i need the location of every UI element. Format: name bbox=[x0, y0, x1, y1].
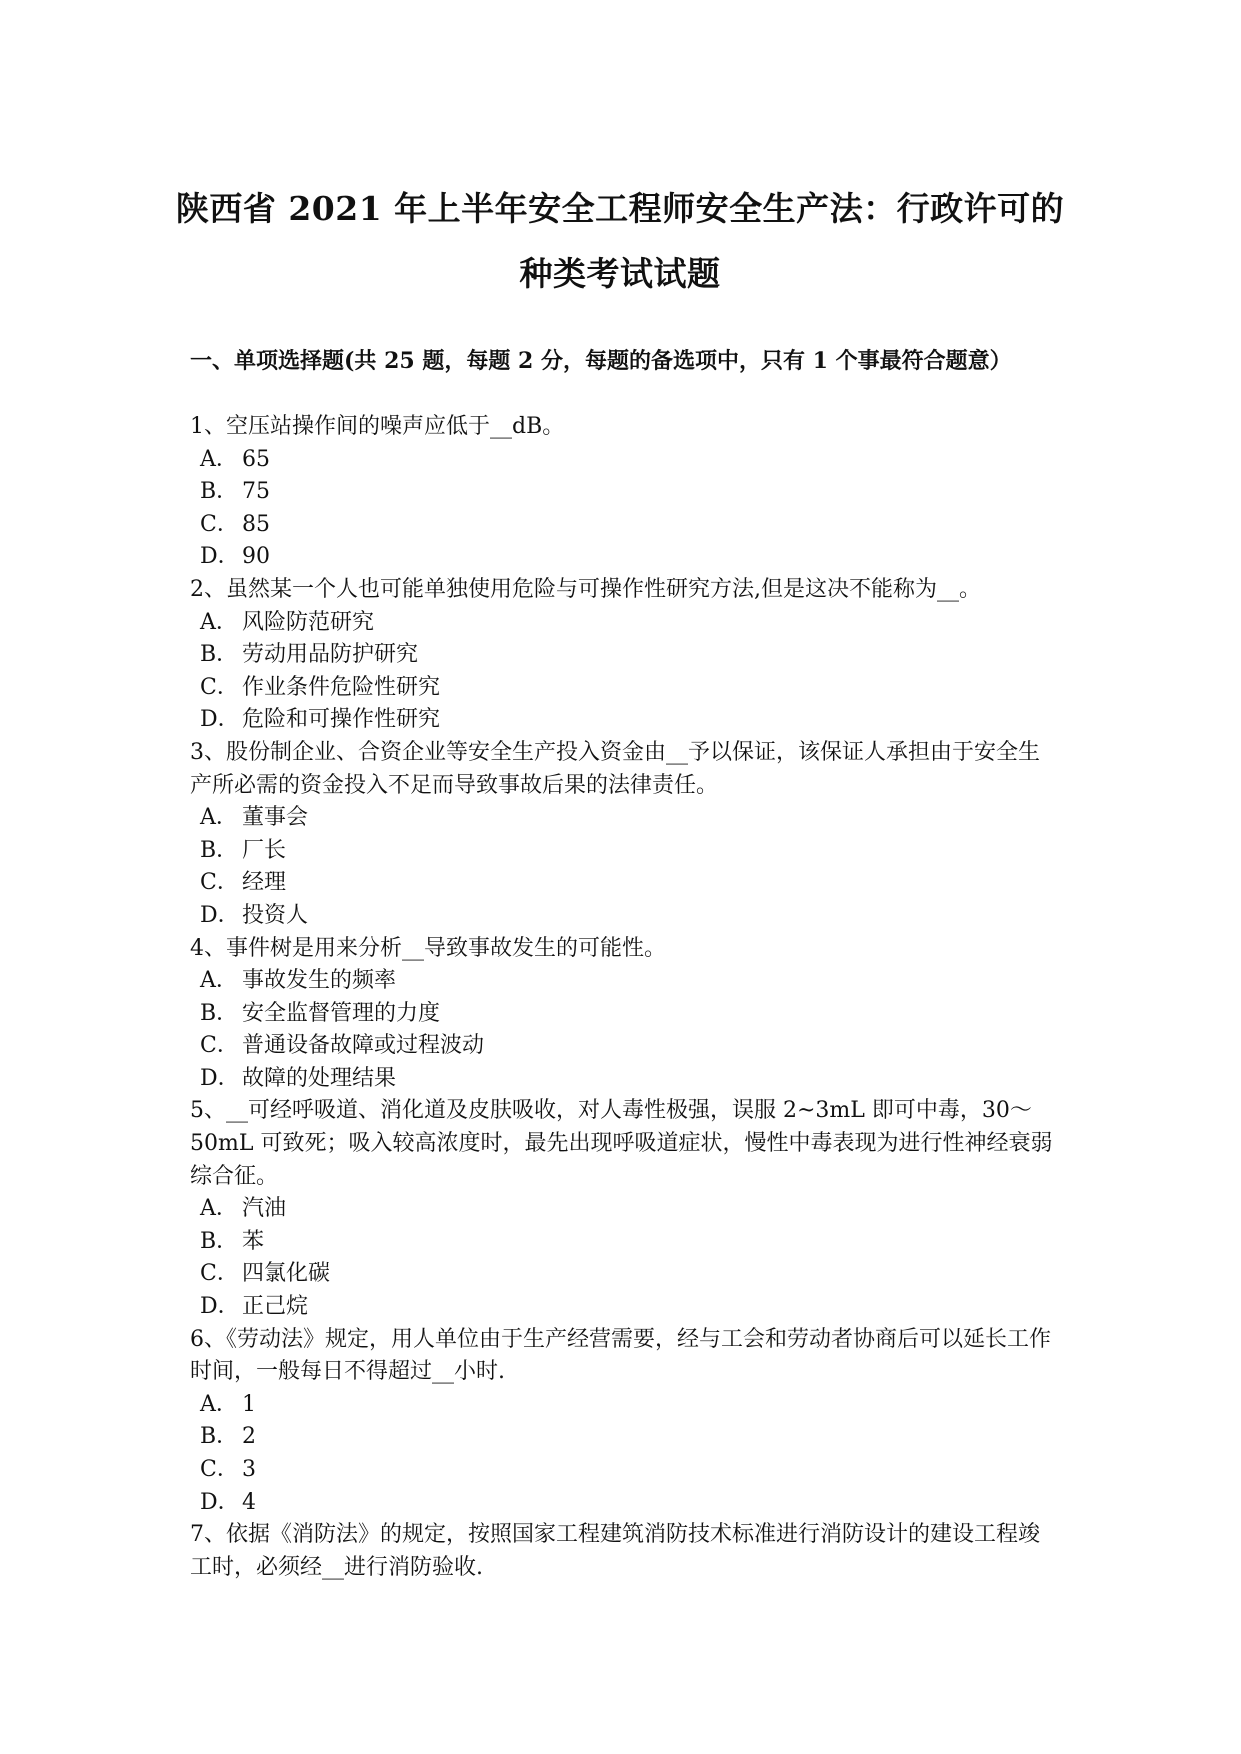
document-title-line-1: 陕西省 2021 年上半年安全工程师安全生产法：行政许可的 bbox=[175, 189, 1065, 228]
option-a bbox=[200, 1193, 1060, 1226]
option-text: 85 bbox=[242, 511, 270, 537]
option-c bbox=[200, 1454, 1060, 1487]
option-text: 安全监督管理的力度 bbox=[242, 1000, 441, 1026]
option-text: 汽油 bbox=[242, 1196, 287, 1222]
option-letter: B． bbox=[200, 642, 239, 668]
option-text: 劳动用品防护研究 bbox=[242, 642, 419, 668]
option-text: 投资人 bbox=[242, 902, 309, 928]
option-text: 经理 bbox=[242, 870, 287, 896]
option-text: 厂长 bbox=[242, 837, 287, 863]
option-letter: C． bbox=[200, 1457, 239, 1482]
option-d bbox=[200, 541, 1060, 574]
option-c bbox=[200, 672, 1060, 705]
document-title-line-2: 种类考试试题 bbox=[519, 254, 721, 293]
option-a bbox=[200, 444, 1060, 477]
question-item bbox=[190, 411, 1060, 574]
option-text: 4 bbox=[242, 1489, 256, 1515]
option-text: 故障的处理结果 bbox=[242, 1065, 397, 1091]
option-letter: C． bbox=[200, 1261, 239, 1287]
option-text: 90 bbox=[242, 544, 270, 570]
question-text: 3、股份制企业、合资企业等安全生产投入资金由__予以保证，该保证人承担由于安全生产所必需的资金投入不足而导致事故后果的法律责任。 bbox=[190, 739, 1040, 798]
option-letter: A． bbox=[200, 968, 238, 994]
option-c bbox=[200, 1030, 1060, 1063]
option-letter: A． bbox=[200, 1391, 238, 1417]
option-letter: B． bbox=[200, 479, 239, 505]
option-d bbox=[200, 704, 1060, 737]
option-letter: C． bbox=[200, 1033, 239, 1059]
option-letter: C． bbox=[200, 870, 239, 896]
question-text: 5、__可经呼吸道、消化道及皮肤吸收，对人毒性极强，误服 2~3mL 即可中毒，30～ 50mL 可致死；吸入较高浓度时，最先出现呼吸道症状，慢性中毒表现为进行性神经衰弱综合征。 bbox=[190, 1098, 1053, 1189]
option-letter: D． bbox=[200, 707, 240, 733]
option-letter: D． bbox=[200, 1294, 240, 1320]
option-a bbox=[200, 802, 1060, 835]
option-letter: D． bbox=[200, 902, 240, 928]
option-letter: C． bbox=[200, 511, 239, 537]
option-c bbox=[200, 509, 1060, 542]
option-letter: D． bbox=[200, 1489, 240, 1515]
option-text: 65 bbox=[242, 446, 270, 472]
question-text: 7、依据《消防法》的规定，按照国家工程建筑消防技术标准进行消防设计的建设工程竣工时，必须经__进行消防验收. bbox=[190, 1522, 1040, 1580]
option-b bbox=[200, 1226, 1060, 1259]
option-text: 3 bbox=[242, 1457, 256, 1482]
option-d bbox=[200, 1291, 1060, 1324]
option-letter: A． bbox=[200, 609, 238, 635]
option-d bbox=[200, 1487, 1060, 1520]
option-text: 2 bbox=[242, 1424, 256, 1450]
option-c bbox=[200, 867, 1060, 900]
option-b bbox=[200, 835, 1060, 868]
question-item bbox=[190, 933, 1060, 1096]
option-text: 董事会 bbox=[242, 805, 309, 831]
option-a bbox=[200, 1389, 1060, 1422]
question-item bbox=[190, 737, 1060, 933]
option-text: 风险防范研究 bbox=[242, 609, 375, 635]
question-text: 2、虽然某一个人也可能单独使用危险与可操作性研究方法,但是这决不能称为__。 bbox=[190, 576, 981, 602]
option-letter: B． bbox=[200, 1228, 239, 1254]
option-d bbox=[200, 900, 1060, 933]
option-c bbox=[200, 1258, 1060, 1291]
option-text: 75 bbox=[242, 479, 270, 505]
option-text: 苯 bbox=[242, 1228, 265, 1254]
option-letter: A． bbox=[200, 446, 238, 472]
option-d bbox=[200, 1063, 1060, 1096]
option-text: 正己烷 bbox=[242, 1294, 309, 1320]
option-letter: B． bbox=[200, 837, 239, 863]
question-item bbox=[190, 1519, 1060, 1584]
option-text: 危险和可操作性研究 bbox=[242, 707, 441, 733]
question-text: 4、事件树是用来分析__导致事故发生的可能性。 bbox=[190, 935, 666, 961]
option-text: 四氯化碳 bbox=[242, 1261, 331, 1287]
question-text: 1、空压站操作间的噪声应低于__dB。 bbox=[190, 414, 565, 439]
question-item bbox=[190, 574, 1060, 737]
question-text: 6、《劳动法》规定，用人单位由于生产经营需要，经与工会和劳动者协商后可以延长工作时间，一般每日不得超过__小时. bbox=[190, 1326, 1052, 1385]
option-b bbox=[200, 639, 1060, 672]
question-list bbox=[190, 411, 1060, 1584]
option-a bbox=[200, 607, 1060, 640]
option-b bbox=[200, 476, 1060, 509]
option-text: 1 bbox=[242, 1391, 256, 1417]
option-letter: D． bbox=[200, 544, 240, 570]
option-letter: C． bbox=[200, 674, 239, 700]
option-letter: A． bbox=[200, 1196, 238, 1222]
option-text: 事故发生的频率 bbox=[242, 968, 397, 994]
question-item bbox=[190, 1324, 1060, 1520]
option-letter: B． bbox=[200, 1424, 239, 1450]
option-text: 普通设备故障或过程波动 bbox=[242, 1033, 485, 1059]
option-a bbox=[200, 965, 1060, 998]
section-heading: 一、单项选择题(共 25 题，每题 2 分，每题的备选项中，只有 1 个事最符合题意） bbox=[190, 348, 1012, 374]
option-b bbox=[200, 998, 1060, 1031]
option-letter: B． bbox=[200, 1000, 239, 1026]
option-letter: D． bbox=[200, 1065, 240, 1091]
option-letter: A． bbox=[200, 805, 238, 831]
question-item bbox=[190, 1095, 1060, 1323]
option-text: 作业条件危险性研究 bbox=[242, 674, 441, 700]
option-b bbox=[200, 1421, 1060, 1454]
